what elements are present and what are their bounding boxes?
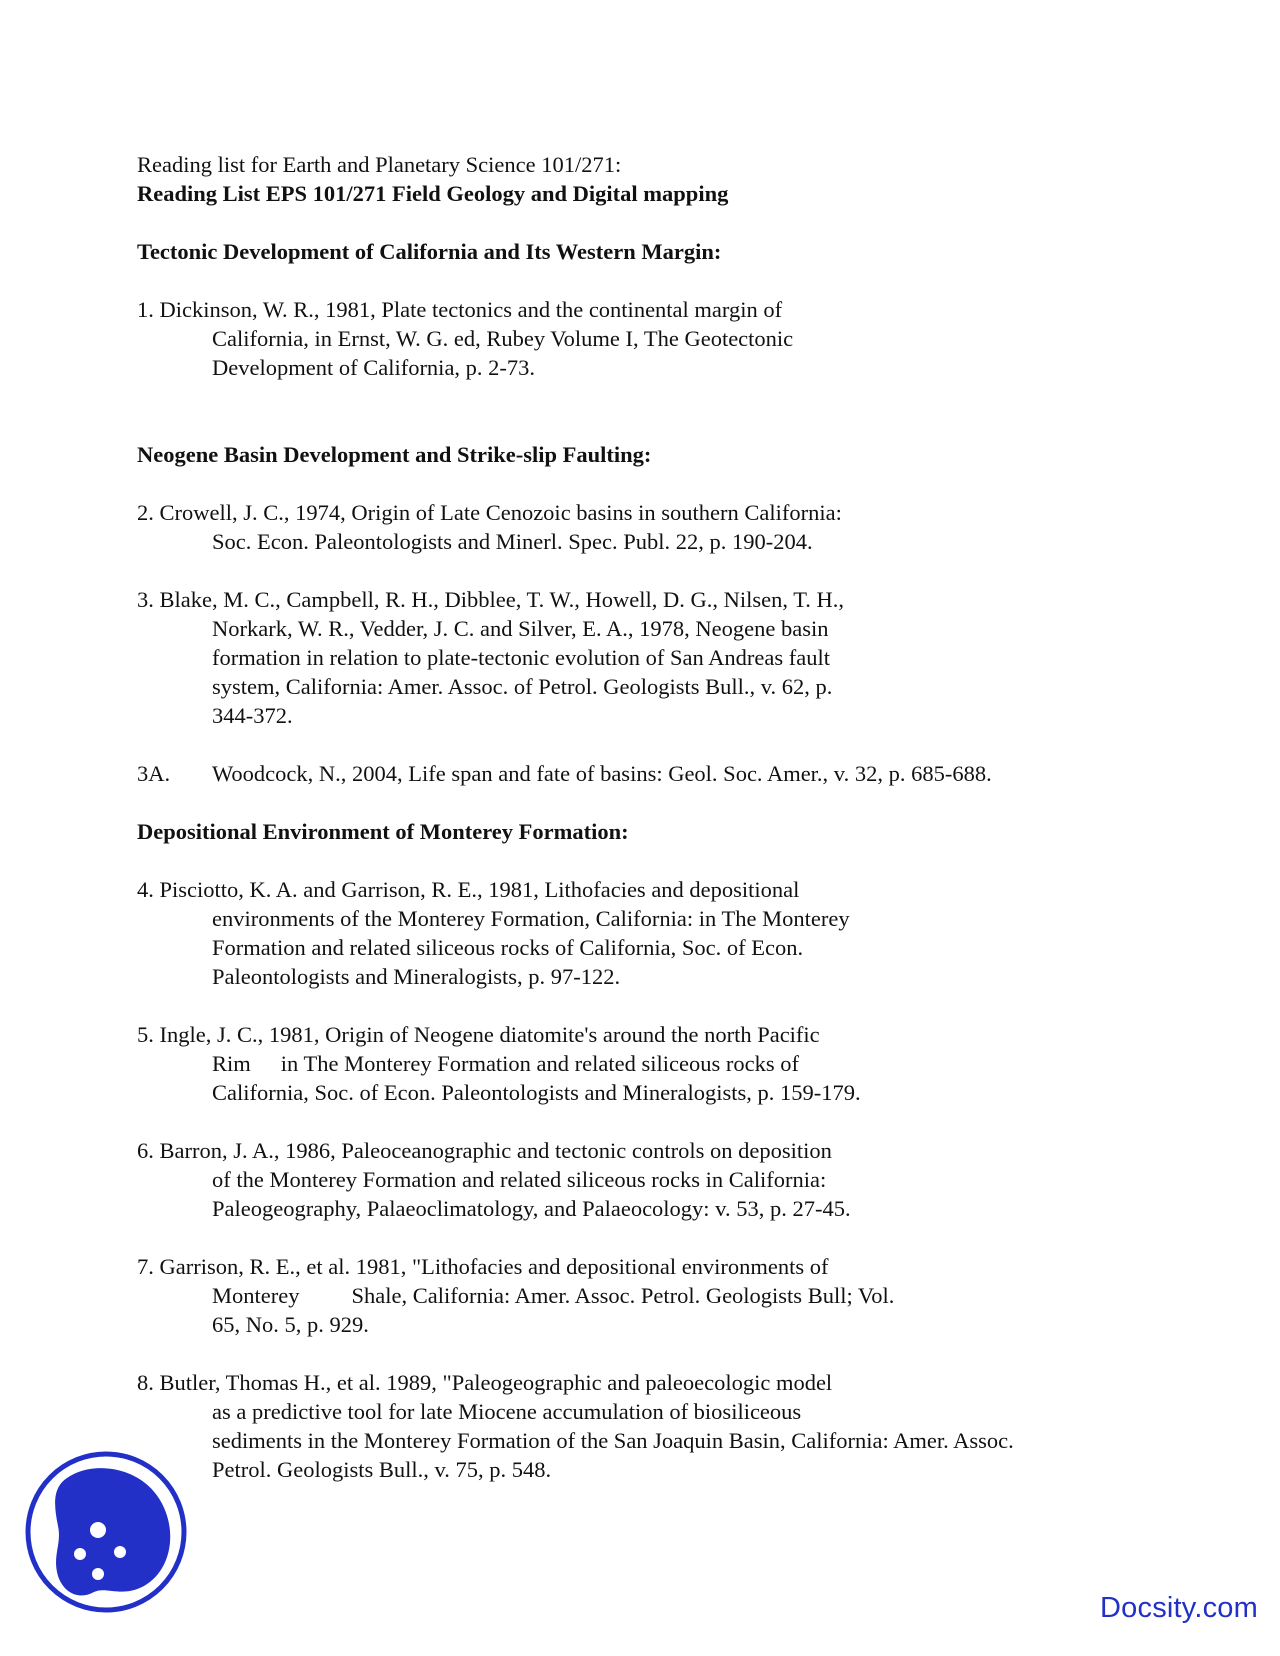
reference-line: 7. Garrison, R. E., et al. 1981, "Lithofacies and depositional environments of: [137, 1254, 829, 1279]
reference-entry-1: [137, 295, 1137, 382]
reference-entry-3a: [137, 759, 1137, 788]
reference-fragment: in The Monterey Formation and related siliceous rocks of: [280, 1051, 799, 1076]
reference-entry-8: [137, 1368, 1137, 1484]
reference-line: formation in relation to plate-tectonic evolution of San Andreas fault: [212, 645, 830, 670]
reference-line: [137, 1049, 1137, 1078]
reference-line: Soc. Econ. Paleontologists and Minerl. Spec. Publ. 22, p. 190-204.: [212, 529, 813, 554]
reference-line: 6. Barron, J. A., 1986, Paleoceanographic and tectonic controls on deposition: [137, 1138, 832, 1163]
reference-entry-6: [137, 1136, 1137, 1223]
reference-fragment: Shale, California: Amer. Assoc. Petrol. Geologists Bull; Vol.: [351, 1283, 895, 1308]
section-heading-monterey: Depositional Environment of Monterey Formation:: [137, 819, 629, 844]
reference-line: 4. Pisciotto, K. A. and Garrison, R. E., 1981, Lithofacies and depositional: [137, 877, 800, 902]
reference-fragment: Monterey: [212, 1283, 300, 1308]
reference-line: of the Monterey Formation and related siliceous rocks in California:: [212, 1167, 827, 1192]
reference-line: 1. Dickinson, W. R., 1981, Plate tectonics and the continental margin of: [137, 297, 783, 322]
reference-line: California, Soc. of Econ. Paleontologists and Mineralogists, p. 159-179.: [212, 1080, 861, 1105]
reference-line: Formation and related siliceous rocks of California, Soc. of Econ.: [212, 935, 804, 960]
docsity-brand-link[interactable]: Docsity.com: [1100, 1592, 1258, 1624]
reference-entry-3: [137, 585, 1137, 730]
reference-line: Petrol. Geologists Bull., v. 75, p. 548.: [212, 1457, 552, 1482]
reference-line: California, in Ernst, W. G. ed, Rubey Volume I, The Geotectonic: [212, 326, 794, 351]
reference-line: 3. Blake, M. C., Campbell, R. H., Dibblee, T. W., Howell, D. G., Nilsen, T. H.,: [137, 587, 845, 612]
reference-line: 8. Butler, Thomas H., et al. 1989, "Paleogeographic and paleoecologic model: [137, 1370, 833, 1395]
reference-entry-4: [137, 875, 1137, 991]
doc-intro: Reading list for Earth and Planetary Science 101/271:: [137, 152, 622, 177]
reference-fragment: Rim: [212, 1051, 251, 1076]
reference-line: 2. Crowell, J. C., 1974, Origin of Late Cenozoic basins in southern California:: [137, 500, 842, 525]
reference-line: Norkark, W. R., Vedder, J. C. and Silver, E. A., 1978, Neogene basin: [212, 616, 829, 641]
reference-line: as a predictive tool for late Miocene accumulation of biosiliceous: [212, 1399, 802, 1424]
reference-line: [137, 1281, 1137, 1310]
reference-line: sediments in the Monterey Formation of the San Joaquin Basin, California: Amer. Assoc.: [212, 1428, 1014, 1453]
reference-line: 5. Ingle, J. C., 1981, Origin of Neogene diatomite's around the north Pacific: [137, 1022, 820, 1047]
document-body: [137, 150, 1137, 1484]
reference-line: Paleontologists and Mineralogists, p. 97-122.: [212, 964, 621, 989]
reference-entry-2: [137, 498, 1137, 556]
reference-number: 3A.: [137, 761, 171, 786]
doc-title: Reading List EPS 101/271 Field Geology and Digital mapping: [137, 181, 729, 206]
reference-line: environments of the Monterey Formation, California: in The Monterey: [212, 906, 850, 931]
reference-line: Paleogeography, Palaeoclimatology, and Palaeocology: v. 53, p. 27-45.: [212, 1196, 851, 1221]
reference-text: Woodcock, N., 2004, Life span and fate of basins: Geol. Soc. Amer., v. 32, p. 685-688.: [212, 761, 992, 786]
reference-line: Development of California, p. 2-73.: [212, 355, 536, 380]
reference-line: 344-372.: [212, 703, 293, 728]
reference-entry-7: [137, 1252, 1137, 1339]
section-heading-neogene: Neogene Basin Development and Strike-slip Faulting:: [137, 442, 652, 467]
reference-line: 65, No. 5, p. 929.: [212, 1312, 369, 1337]
docsity-logo-icon[interactable]: [22, 1448, 190, 1616]
section-heading-tectonic: Tectonic Development of California and Its Western Margin:: [137, 239, 722, 264]
reference-line: system, California: Amer. Assoc. of Petrol. Geologists Bull., v. 62, p.: [212, 674, 833, 699]
reference-entry-5: [137, 1020, 1137, 1107]
